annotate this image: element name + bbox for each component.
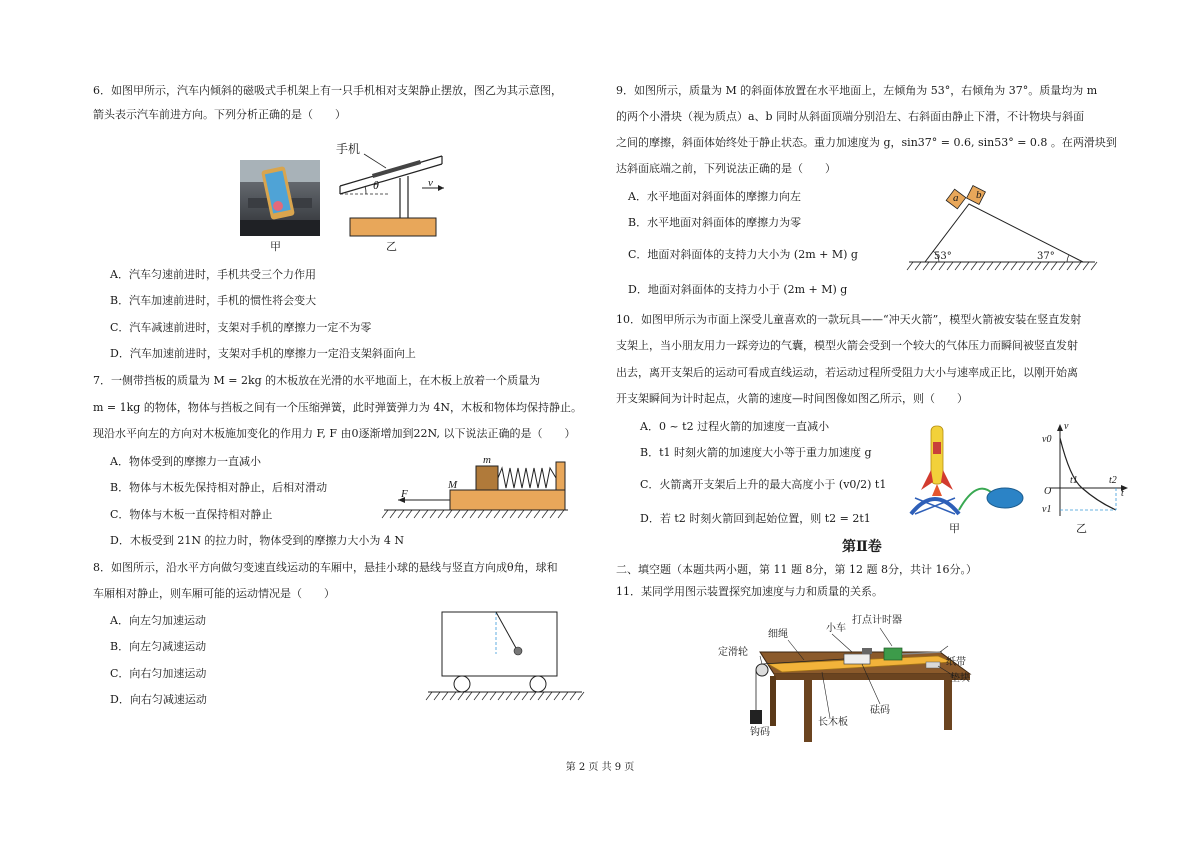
q10-option-b: B．t1 时刻火箭的加速度大小等于重力加速度 g — [640, 446, 872, 459]
q7-fig-m-label: m — [483, 454, 491, 466]
page-footer: 第 2 页 共 9 页 — [565, 762, 635, 773]
q8-figure — [422, 610, 587, 705]
q6-stem-line2: 箭头表示汽车前进方向。下列分析正确的是（ ） — [93, 108, 346, 121]
q6-fig-label-yi: 乙 — [386, 240, 397, 253]
q11-label-timer: 打点计时器 — [852, 615, 902, 626]
q9-fig-53-label: 53° — [934, 251, 952, 262]
q10-fig-v-axis-label: v — [1064, 421, 1069, 432]
q10-fig-v1-label: v1 — [1042, 504, 1052, 515]
q8-option-d: D．向右匀减速运动 — [110, 693, 207, 706]
q8-option-b: B．向左匀减速运动 — [110, 640, 207, 653]
carriage-pendulum-diagram — [422, 610, 587, 705]
q10-option-d: D．若 t2 时刻火箭回到起始位置，则 t2 = 2t1 — [640, 512, 871, 525]
q11-label-hook: 钩码 — [750, 727, 770, 738]
q10-fig-yi-label: 乙 — [1076, 522, 1087, 535]
q9-fig-37-label: 37° — [1037, 251, 1055, 262]
q11-label-weight: 砝码 — [870, 705, 890, 716]
q8-option-c: C．向右匀加速运动 — [110, 667, 207, 680]
q11-label-pulley: 定滑轮 — [718, 647, 748, 658]
q10-option-a: A．0 ~ t2 过程火箭的加速度一直减小 — [640, 420, 830, 433]
q9-stem-line2: 的两个小滑块（视为质点）a、b 同时从斜面顶端分别沿左、右斜面由静止下滑，不计物块与斜面 — [616, 110, 1085, 123]
q11-label-board: 长木板 — [818, 717, 848, 728]
q7-option-b: B．物体与木板先保持相对静止，后相对滑动 — [110, 481, 328, 494]
q6-fig-phone-label: 手机 — [336, 142, 361, 156]
section-2-title: 第Ⅱ卷 — [842, 539, 882, 555]
q11-label-pad: 垫块 — [950, 673, 970, 684]
q10-fig-origin-label: O — [1044, 486, 1052, 497]
q7-figure — [380, 452, 570, 524]
q10-stem-line2: 支架上，当小朋友用力一踩旁边的气囊，模型火箭会受到一个较大的气体压力而瞬间被竖直发射 — [616, 339, 1078, 352]
q6-fig-theta-label: θ — [373, 178, 379, 192]
q6-option-a: A．汽车匀速前进时，手机共受三个力作用 — [110, 268, 316, 281]
q9-option-d: D．地面对斜面体的支持力小于 (2m + M) g — [628, 283, 848, 296]
q10-fig-t-axis-label: t — [1121, 488, 1124, 499]
q6-fig-label-jia: 甲 — [270, 240, 281, 253]
q10-fig-t2-label: t2 — [1109, 475, 1117, 486]
q7-option-d: D．木板受到 21N 的拉力时，物体受到的摩擦力大小为 4 N — [110, 534, 405, 547]
q6-option-c: C．汽车减速前进时，支架对手机的摩擦力一定不为零 — [110, 321, 372, 334]
q11-stem: 11．某同学用图示装置探究加速度与力和质量的关系。 — [616, 585, 883, 598]
rocket-toy-image — [905, 424, 1025, 518]
q6-stem-line1: 6．如图甲所示，汽车内倾斜的磁吸式手机架上有一只手机相对支架静止摆放，图乙为其示意图， — [93, 84, 562, 97]
section-2-heading: 二、填空题（本题共两小题，第 11 题 8分，第 12 题 8分，共计 16分。） — [616, 563, 977, 576]
q7-stem-line2: m = 1kg 的物体，物体与挡板之间有一个压缩弹簧，此时弹簧弹力为 4N，木板和物体均保持静止。 — [93, 401, 582, 414]
q7-fig-F-label: F — [401, 488, 408, 500]
q8-stem-line2: 车厢相对静止，则车厢可能的运动情况是（ ） — [93, 587, 335, 600]
q6-option-d: D．汽车加速前进时，支架对手机的摩擦力一定沿支架斜面向上 — [110, 347, 416, 360]
q9-fig-b-label: b — [976, 189, 982, 201]
q10-fig-jia-label: 甲 — [949, 522, 960, 535]
q7-stem-line1: 7．一侧带挡板的质量为 M = 2kg 的木板放在光滑的水平地面上，在木板上放着一个质量为 — [93, 374, 541, 387]
q9-option-c: C．地面对斜面体的支持力大小为 (2m + M) g — [628, 248, 858, 261]
q9-stem-line1: 9．如图所示，质量为 M 的斜面体放置在水平地面上，左倾角为 53°，右倾角为 37°。质量均为 m — [616, 84, 1098, 97]
q8-stem-line1: 8．如图所示，沿水平方向做匀变速直线运动的车厢中，悬挂小球的悬线与竖直方向成θ角，球和 — [93, 561, 558, 574]
q8-option-a: A．向左匀加速运动 — [110, 614, 206, 627]
q9-option-b: B．水平地面对斜面体的摩擦力为零 — [628, 216, 802, 229]
q7-option-a: A．物体受到的摩擦力一直减小 — [110, 455, 261, 468]
q10-stem-line4: 开支架瞬间为计时起点，火箭的速度—时间图像如图乙所示，则（ ） — [616, 392, 968, 405]
q11-label-rope: 细绳 — [768, 629, 788, 640]
q9-fig-a-label: a — [953, 192, 959, 204]
q10-fig-t1-label: t1 — [1070, 475, 1078, 486]
q10-rocket-figure — [905, 424, 1025, 518]
q11-label-tape: 纸带 — [946, 657, 966, 668]
q11-label-cart: 小车 — [826, 623, 846, 634]
q10-option-c: C．火箭离开支架后上升的最大高度小于 (v0/2) t1 — [640, 478, 887, 491]
q6-option-b: B．汽车加速前进时，手机的惯性将会变大 — [110, 294, 317, 307]
q7-fig-M-label: M — [448, 479, 458, 491]
q10-stem-line1: 10．如图甲所示为市面上深受儿童喜欢的一款玩具——“冲天火箭”，模型火箭被安装在竖直发射 — [616, 313, 1082, 326]
q10-stem-line3: 出去，离开支架后的运动可看成直线运动，若运动过程所受阻力大小与速率成正比，以刚开始离 — [616, 366, 1078, 379]
q7-stem-line3: 现沿水平向左的方向对木板施加变化的作用力 F, F 由0逐渐增加到22N, 以下说法正确的是（ ） — [93, 427, 576, 440]
q10-fig-v0-label: v0 — [1042, 434, 1052, 445]
q9-stem-line3: 之间的摩擦，斜面体始终处于静止状态。重力加速度为 g，sin37° = 0.6, sin53° = 0.8 。在两滑块到 — [616, 136, 1117, 149]
q6-fig-v-label: v — [428, 177, 433, 189]
q9-option-a: A．水平地面对斜面体的摩擦力向左 — [628, 190, 801, 203]
car-phone-photo-image — [240, 160, 320, 236]
board-spring-block-diagram — [380, 452, 570, 524]
q7-option-c: C．物体与木板一直保持相对静止 — [110, 508, 273, 521]
q6-phone-photo — [240, 160, 320, 236]
q9-stem-line4: 达斜面底端之前，下列说法正确的是（ ） — [616, 162, 836, 175]
